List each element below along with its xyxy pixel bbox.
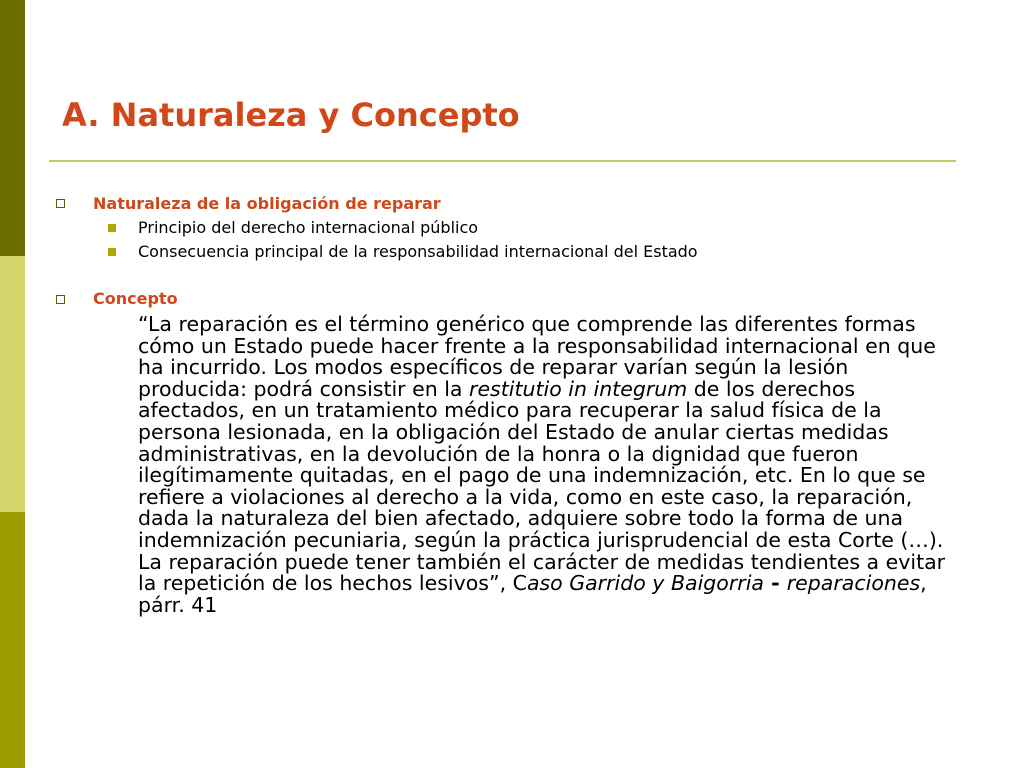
- filled-square-bullet-icon: [108, 248, 116, 256]
- square-bullet-icon: [56, 199, 65, 208]
- title-underline: [49, 160, 956, 162]
- side-bar-middle: [0, 256, 25, 512]
- side-bar-bottom: [0, 512, 25, 768]
- quote-italic-reparaciones: reparaciones: [786, 571, 921, 596]
- list-item: Consecuencia principal de la responsabilidad internacional del Estado: [138, 242, 698, 261]
- quote-citation: , párr. 41: [138, 571, 927, 617]
- square-bullet-icon: [56, 295, 65, 304]
- slide-title: A. Naturaleza y Concepto: [62, 96, 520, 134]
- filled-square-bullet-icon: [108, 224, 116, 232]
- concepto-quote: [138, 314, 958, 616]
- quote-italic-restitutio: restitutio in integrum: [469, 376, 688, 401]
- section-heading-naturaleza: Naturaleza de la obligación de reparar: [93, 194, 441, 213]
- side-bar-top: [0, 0, 25, 256]
- quote-text: de los derechos afectados, en un tratamiento médico para recuperar la salud física de la persona lesionada, en la obligación del Estado de anular ciertas medidas administrativas, en la devolución de la honra o la dignidad que fueron ilegítimamente quitadas, en el pago de una indemnización, etc. En lo que se refiere a violaciones al derecho a la vida, como en este caso, la reparación, dada la naturaleza del bien afectado, adquiere sobre todo la forma de una indemnización pecuniaria, según la práctica jurisprudencial de esta Corte (…). La reparación puede tener también el carácter de medidas tendientes a evitar la repetición de los hechos lesivos”, C: [138, 376, 946, 596]
- section-heading-concepto: Concepto: [93, 289, 178, 308]
- list-item: Principio del derecho internacional público: [138, 218, 479, 237]
- quote-separator: -: [763, 571, 787, 596]
- quote-text: “La reparación es el término genérico que comprende las diferentes formas cómo un Estado puede hacer frente a la responsabilidad internacional en que ha incurrido. Los modos específicos de reparar varían según la lesión producida: podrá consistir en la: [138, 312, 936, 401]
- quote-italic-case: aso Garrido y Baigorria: [526, 571, 764, 596]
